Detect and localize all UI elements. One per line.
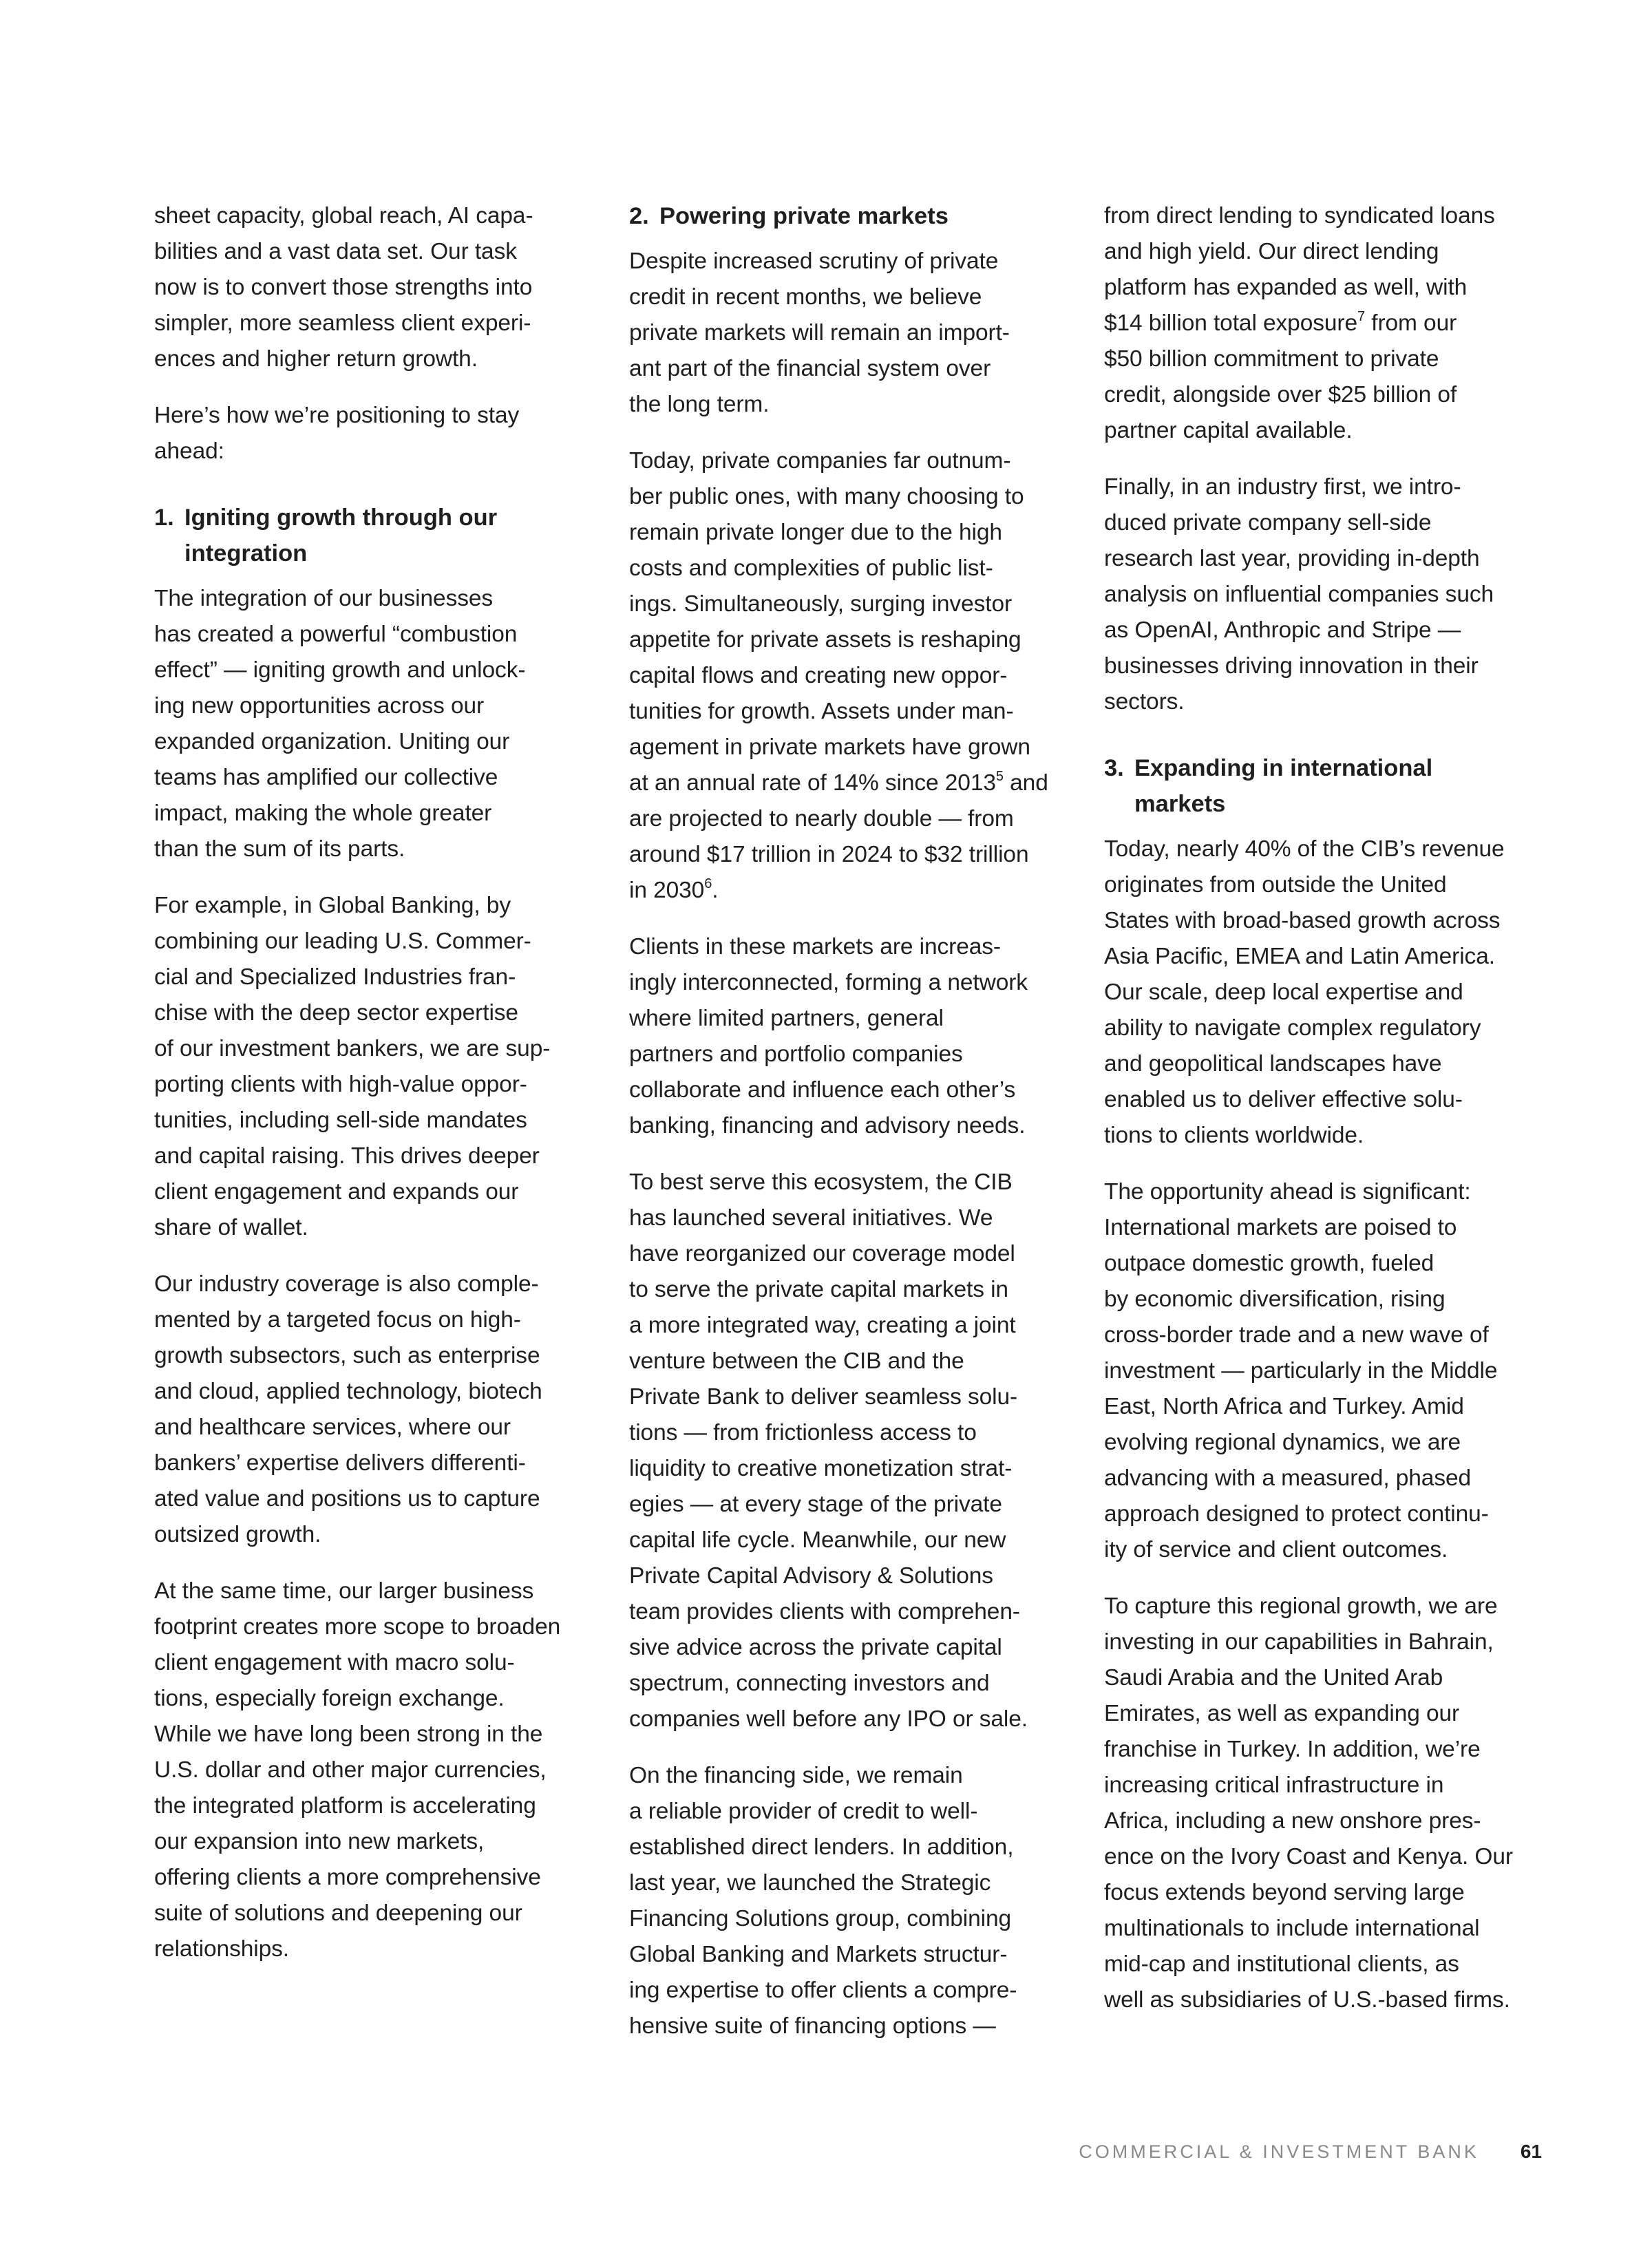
page-footer xyxy=(1060,2141,1542,2163)
section-number: 2. xyxy=(629,203,649,229)
paragraph: sheet capacity, global reach, AI capa- bilities and a vast data set. Our task now is to convert those strengths into simpler, more seamless client experi- ences and higher return growth. xyxy=(154,203,533,372)
section-heading-1 xyxy=(154,500,602,571)
text-column-2 xyxy=(629,198,1077,2065)
page-number: 61 xyxy=(1520,2141,1542,2162)
text-run: and are projected to nearly double — from around $17 trillion in 2024 to $32 trillion in 2030 xyxy=(629,770,1048,903)
footnote-ref-6: 6 xyxy=(704,876,712,891)
section-number: 3. xyxy=(1104,755,1124,781)
section-title: Igniting growth through our integration xyxy=(184,505,498,566)
text-column-1 xyxy=(154,198,602,1988)
text-run: from direct lending to syndicated loans and high yield. Our direct lending platform has expanded as well, with $14 billion total exposure xyxy=(1104,203,1495,336)
paragraph: To best serve this ecosystem, the CIB has launched several initiatives. We have reorganized our coverage model to serve the private capital markets in a more integrated way, creating a joint venture between the CIB and the Private Bank to deliver seamless solu- tions — from frictionless access to liquidity to creative monetization strat- egies — at every stage of the private capital life cycle. Meanwhile, our new Private Capital Advisory & Solutions team provides clients with comprehen- sive advice across the private capital spectrum, connecting investors and companies well before any IPO or sale. xyxy=(629,1169,1028,1732)
footnote-ref-7: 7 xyxy=(1357,309,1366,324)
section-title: Expanding in international markets xyxy=(1134,755,1433,817)
paragraph: To capture this regional growth, we are investing in our capabilities in Bahrain, Saudi Arabia and the United Arab Emirates, as well as expanding our franchise in Turkey. In addition, we’re increasing critical infrastructure in Africa, including a new onshore pres- ence on the Ivory Coast and Kenya. Our focus extends beyond serving large multinationals to include international mid-cap and institutional clients, as well as subsidiaries of U.S.-based firms. xyxy=(1104,1593,1513,2013)
text-run: . xyxy=(712,878,719,903)
text-run: Today, private companies far outnum- ber public ones, with many choosing to remain private longer due to the high costs and complexities of public list- ings. Simultaneously, surging investor appetite for private assets is reshaping capital flows and creating new oppor- tunities for growth. Assets under man- agement in private markets have grown at an annual rate of 14% since 2013 xyxy=(629,448,1030,796)
paragraph: The opportunity ahead is significant: International markets are poised to outpace domestic growth, fueled by economic diversification, rising cross-border trade and a new wave of investment — particularly in the Middle East, North Africa and Turkey. Amid evolving regional dynamics, we are advancing with a measured, phased approach designed to protect continu- ity of service and client outcomes. xyxy=(1104,1179,1498,1562)
paragraph xyxy=(629,443,1077,909)
section-title: Powering private markets xyxy=(659,203,949,229)
section-heading-2 xyxy=(629,198,1077,234)
text-run: from our $50 billion commitment to private credit, alongside over $25 billion of partner capital available. xyxy=(1104,310,1457,443)
section-number: 1. xyxy=(154,505,174,531)
text-column-3 xyxy=(1104,198,1552,2039)
paragraph xyxy=(1104,198,1552,449)
paragraph: Here’s how we’re positioning to stay ahead: xyxy=(154,403,520,464)
paragraph: Today, nearly 40% of the CIB’s revenue originates from outside the United States with broad-based growth across Asia Pacific, EMEA and Latin America. Our scale, deep local expertise and ability to navigate complex regulatory and geopolitical landscapes have enabled us to deliver effective solu- tions to clients worldwide. xyxy=(1104,836,1505,1148)
section-label: COMMERCIAL & INVESTMENT BANK xyxy=(1079,2141,1479,2162)
paragraph: The integration of our businesses has created a powerful “combustion effect” — igniting growth and unlock- ing new opportunities across our expanded organization. Uniting our teams has amplified our collective impact, making the whole greater than the sum of its parts. xyxy=(154,586,526,862)
paragraph: Our industry coverage is also comple- mented by a targeted focus on high- growth subsectors, such as enterprise and cloud, applied technology, biotech and healthcare services, where our bankers’ expertise delivers differenti- ated value and positions us to capture outsized growth. xyxy=(154,1271,542,1547)
section-heading-3 xyxy=(1104,750,1552,822)
paragraph: On the financing side, we remain a reliable provider of credit to well- established direct lenders. In addition, last year, we launched the Strategic Financing Solutions group, combining Global Banking and Markets structur- ing expertise to offer clients a compre- hensive suite of financing options — xyxy=(629,1763,1017,2039)
paragraph: At the same time, our larger business footprint creates more scope to broaden client engagement with macro solu- tions, especially foreign exchange. While we have long been strong in the U.S. dollar and other major currencies, the integrated platform is accelerating our expansion into new markets, offering clients a more comprehensive suite of solutions and deepening our relationships. xyxy=(154,1578,561,1962)
paragraph: Finally, in an industry first, we intro- duced private company sell-side research last year, providing in-depth analysis on influential companies such as OpenAI, Anthropic and Stripe — businesses driving innovation in their sectors. xyxy=(1104,474,1494,714)
paragraph: Despite increased scrutiny of private credit in recent months, we believe private markets will remain an import- ant part of the financial system over the long term. xyxy=(629,248,1010,417)
paragraph: For example, in Global Banking, by combining our leading U.S. Commer- cial and Specialized Industries fran- chise with the deep sector expertise of our investment bankers, we are sup- porting clients with high-value oppor- tunities, including sell-side mandates and capital raising. This drives deeper client engagement and expands our share of wallet. xyxy=(154,893,551,1240)
paragraph: Clients in these markets are increas- ingly interconnected, forming a network where limited partners, general partners and portfolio companies collaborate and influence each other’s banking, financing and advisory needs. xyxy=(629,934,1028,1138)
footnote-ref-5: 5 xyxy=(995,769,1004,784)
